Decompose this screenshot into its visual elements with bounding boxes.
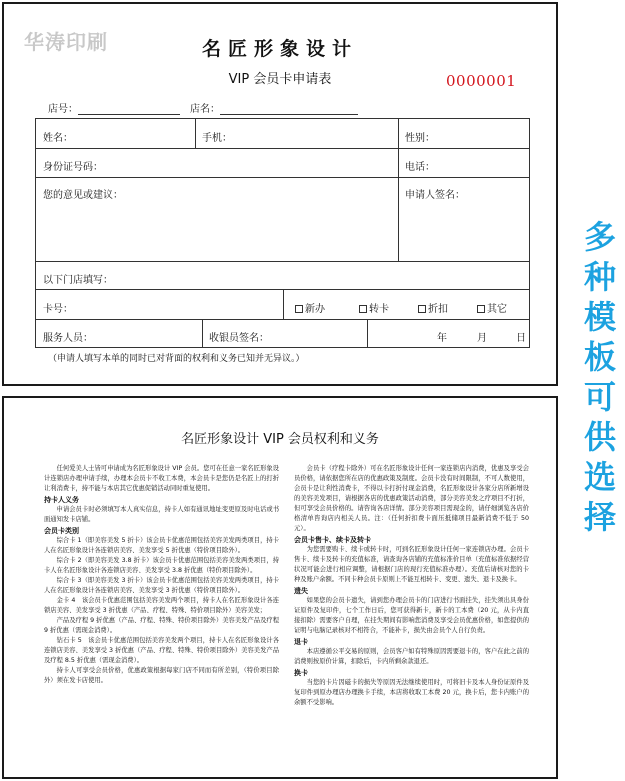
terms-heading: 退卡 — [294, 638, 308, 646]
year-label: 年 — [437, 333, 447, 344]
terms-title: 名匠形象设计 VIP 会员权利和义务 — [181, 432, 379, 447]
terms-paragraph: 会员卡（疗程卡除外）可在名匠形象设计任何一家连锁店内消费，优惠及享受会员价格，请依据您所在店的优惠政策及制度。会员卡没有时间限制，不可人数使用，会员卡是让利性消费卡，不得以卡打折付现金消费，名匠形象设计各家分店所新增设的美容美发项目，请根据各店的优惠政策活动消费，部分美容美发之疗项目不打折，但可享受会员价格的。请咨询各店详情。部分美容项目需现金的，请仔细浏览各店价格清单咨询店内相关人员。注：（任何折扣费卡面压抵储项目最新消费不低于 50 元）。 — [294, 465, 529, 532]
checkbox-icon — [477, 305, 485, 313]
terms-heading: 遗失 — [294, 587, 308, 595]
opinion-field[interactable]: 您的意见或建议： — [43, 190, 123, 201]
template-banner — [578, 217, 622, 537]
mobile-field[interactable]: 手机： — [202, 133, 232, 144]
terms-paragraph: 本店遵循公平交易的原则，会员客户如有特殊原因需要退卡的，客户在此之前的消费则按原价计算，扣除后，卡内所剩余款退还。 — [294, 648, 529, 665]
option-new[interactable]: 新办 — [295, 300, 325, 315]
terms-paragraph: 综合卡 1（即美容美发 5 折卡）该会员卡优惠范围包括美容美发两类项目，持卡人在名匠形象设计各连锁店美容、美发享受 5 折优惠（特价项目除外）。 — [44, 537, 279, 554]
terms-right-column — [294, 464, 529, 708]
checkbox-icon — [418, 305, 426, 313]
checkbox-icon — [295, 305, 303, 313]
banner-char: 供 — [583, 418, 616, 456]
terms-paragraph: 产品及疗程 9 折优惠（产品、疗程、特殊、特价项目除外）美容美发产品及疗程 9 折优惠（需现金消费）。 — [44, 617, 279, 634]
terms-heading: 会员卡类别 — [44, 527, 79, 535]
row-id — [36, 149, 529, 178]
gender-field[interactable]: 性别： — [405, 133, 435, 144]
telephone-field[interactable]: 电话： — [405, 162, 435, 173]
terms-heading: 持卡人义务 — [44, 496, 79, 504]
applicant-signature-field[interactable]: 申请人签名： — [405, 190, 465, 201]
form-title: VIP 会员卡申请表 — [228, 72, 332, 87]
day-label: 日 — [516, 333, 526, 344]
banner-char: 种 — [583, 258, 616, 296]
terms-paragraph: 如果您的会员卡遗失，请到您办理会员卡的门店进行书面挂失，挂失须出具身份证原件及复印件，七个工作日后，您可获得新卡，新卡的工本费（20 元，从卡内直接扣除）需要客户自理，在挂失期间有影响您消费及享受会员优惠价格，如您提供的证明与电脑记录核对不相符合，不能补卡，损失由会员个人自行负责。 — [294, 597, 529, 634]
terms-paragraph: 持卡人可享受会员价格，优惠政策根据每家门店不同而有所差别，（特价项目除外）须在发卡店使用。 — [44, 667, 279, 684]
consent-note: （申请人填写本单的同时已对背面的权利和义务已知并无异议。） — [48, 354, 305, 364]
store-use-heading: 以下门店填写： — [43, 275, 113, 286]
terms-heading: 换卡 — [294, 669, 308, 677]
terms-paragraph: 综合卡 3（即美容美发 3 折卡）该会员卡优惠范围包括美容美发两类项目，持卡人在名匠形象设计各连锁店美容、美发享受 3 折优惠（特价项目除外）。 — [44, 577, 279, 594]
option-discount[interactable]: 折扣 — [418, 300, 448, 315]
form-table — [35, 118, 530, 348]
checkbox-icon — [359, 305, 367, 313]
store-number-field[interactable] — [48, 100, 180, 115]
service-staff-field[interactable]: 服务人员： — [43, 333, 93, 344]
terms-sheet — [2, 396, 558, 779]
option-other[interactable]: 其它 — [477, 300, 507, 315]
name-field[interactable]: 姓名： — [43, 133, 73, 144]
company-name: 名匠形象设计 — [201, 38, 358, 60]
cashier-signature-field[interactable]: 收银员签名： — [209, 333, 269, 344]
terms-heading: 会员卡售卡、续卡及转卡 — [294, 536, 371, 544]
row-card-number — [36, 290, 529, 320]
card-number-field[interactable]: 卡号： — [43, 304, 73, 315]
banner-char: 可 — [583, 378, 616, 416]
row-staff — [36, 320, 529, 348]
store-name-label: 店名： — [190, 104, 220, 115]
terms-paragraph: 当您的卡片因磁卡的损失等原因无法继续使用时，可将旧卡及本人身份证原件及复印件到原办理店办理换卡手续，本店将收取工本费 20 元，换卡后，您卡内账户的余额不受影响。 — [294, 679, 529, 706]
option-transfer[interactable]: 转卡 — [359, 300, 389, 315]
printer-watermark: 华涛印刷 — [24, 30, 108, 54]
banner-char: 模 — [583, 298, 616, 336]
terms-paragraph: 任何爱美人士皆可申请成为名匠形象设计 VIP 会员。您可在任意一家名匠形象设计连锁店办理申请手续，办理本会员卡不收工本费，本会员卡是您仍是名匠上的打折让利消费卡，持不能与本店其它优惠促销活动同时重复使用。 — [44, 465, 279, 492]
row-opinion — [36, 178, 529, 262]
serial-number: 0000001 — [446, 72, 517, 90]
store-number-label: 店号： — [48, 104, 78, 115]
month-label: 月 — [477, 333, 487, 344]
row-store-use — [36, 262, 529, 290]
id-number-field[interactable]: 身份证号码： — [43, 162, 103, 173]
application-form-sheet — [2, 2, 558, 386]
terms-left-column — [44, 464, 279, 686]
banner-char: 板 — [583, 338, 616, 376]
banner-char: 择 — [583, 498, 616, 536]
banner-char: 选 — [583, 458, 616, 496]
terms-paragraph: 钻石卡 5 该会员卡优惠范围包括美容美发两个项目，持卡人在名匠形象设计各连锁店美容、美发享受 3 折优惠（产品、疗程、特殊、特价项目除外）美容美发产品及疗程 8.5 折优惠（需现金消费）。 — [44, 637, 279, 664]
terms-paragraph: 综合卡 2（即美容美发 3.8 折卡）该会员卡优惠范围包括美容美发两类项目，持卡人在名匠形象设计各连锁店美容、美发享受 3.8 折优惠（特价项目除外）。 — [44, 557, 279, 574]
terms-paragraph: 申请会员卡时必须填写本人真实信息，持卡人如有通讯地址变更原及时电话或书面通知发卡店铺。 — [44, 506, 279, 523]
banner-char: 多 — [583, 218, 616, 256]
terms-paragraph: 金卡 4 该会员卡优惠范围包括美容美发两个项目，持卡人在名匠形象设计各连锁店美容、美发享受 3 折优惠（产品、疗程、特殊、特价项目除外）美容美发； — [44, 597, 279, 614]
store-name-field[interactable] — [190, 100, 358, 115]
row-name — [36, 119, 529, 149]
terms-paragraph: 为您需要购卡、续卡或转卡时，可到名匠形象设计任何一家连锁店办理。会员卡售卡、续卡及转卡的充值标准，请查询各店铺的充值标准价目单（充值标准依据经营状况可能会进行相应调整，请根据门店的现行充值标准办理）。充值后请核对您的卡种及账户余额。不同卡种会员卡原则上不能互相转卡、变更、遗失、退卡及换卡。 — [294, 546, 529, 583]
